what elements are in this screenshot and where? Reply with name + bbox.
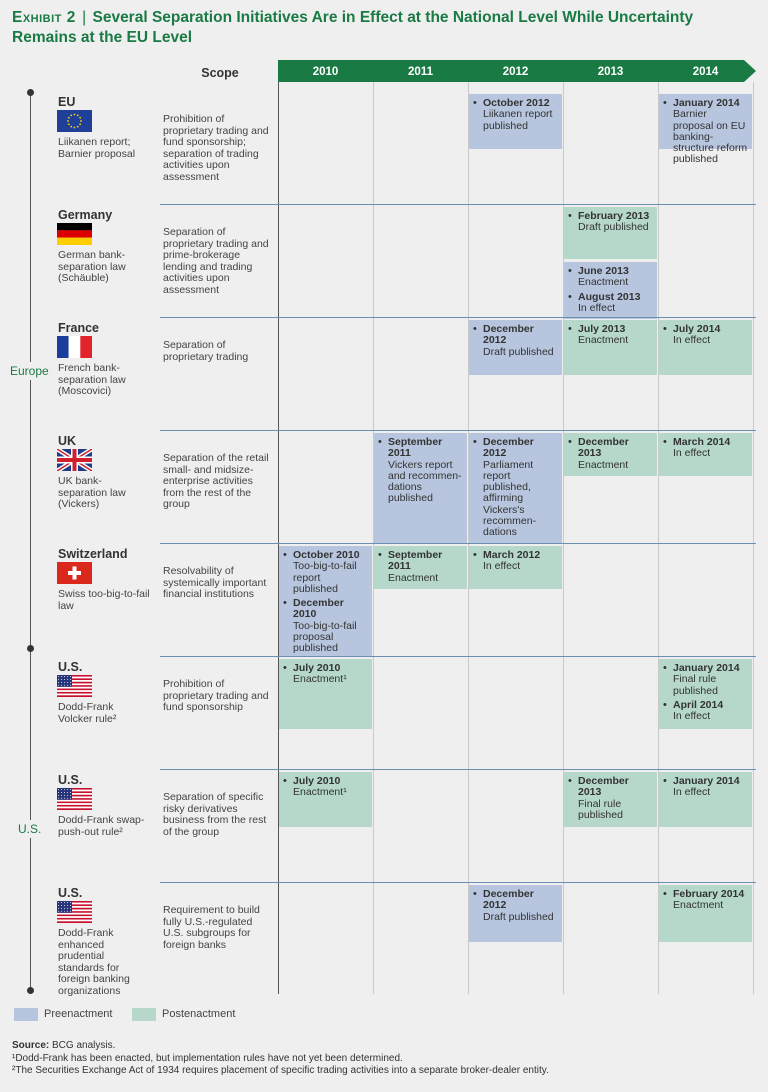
- footnote-1: ¹Dodd-Frank has been enacted, but implementation rules have not yet been determined.: [12, 1052, 403, 1064]
- timeline-event: [473, 889, 558, 923]
- region-axis-line: [30, 92, 31, 992]
- event-text: Enactment¹: [293, 786, 347, 799]
- timeline-event: [568, 437, 653, 471]
- us-flag-icon: [57, 901, 92, 923]
- event-date: • October 2010: [293, 549, 360, 561]
- postenactment-box: [659, 320, 752, 375]
- legend-pre-swatch: [14, 1008, 38, 1021]
- timeline-event: [283, 598, 368, 654]
- event-date: • July 2010: [293, 775, 341, 787]
- timeline-event: [473, 437, 558, 539]
- column-divider: [278, 82, 279, 994]
- country-name: U.S.: [58, 660, 83, 674]
- row-divider: [160, 430, 756, 431]
- source-text: BCG analysis.: [52, 1040, 116, 1051]
- region-dot-middle: [27, 645, 34, 652]
- column-divider: [658, 82, 659, 994]
- us-flag-icon: [57, 675, 92, 697]
- timeline-event: [568, 292, 653, 315]
- timeline-event: [473, 550, 558, 573]
- scope-description: Separation of proprietary trading and prime-brokerage lending and trading activities upon assessment: [163, 226, 269, 296]
- legend-post-label: Postenactment: [162, 1008, 236, 1020]
- year-label-2012: 2012: [502, 66, 529, 78]
- event-text: Parliament report published, affirming Vickers's recommen-dations: [483, 458, 537, 539]
- footnotes: [12, 1040, 760, 1078]
- event-text: In effect: [673, 786, 711, 799]
- us-flag-icon: [57, 788, 92, 810]
- event-text: Too-big-to-fail report published: [293, 560, 357, 595]
- region-label-us: U.S.: [18, 822, 42, 836]
- postenactment-box: [659, 885, 752, 942]
- event-date: • February 2014: [673, 888, 745, 900]
- event-text: In effect: [578, 301, 616, 314]
- postenactment-box: [564, 772, 657, 827]
- year-arrow-bar: [278, 60, 756, 82]
- preenactment-box: [469, 885, 562, 942]
- title-separator: |: [82, 9, 87, 26]
- law-name: French bank-separation law (Moscovici): [58, 362, 126, 397]
- switzerland-flag-icon: [57, 562, 92, 584]
- eu-flag-icon: [57, 110, 92, 132]
- country-name: U.S.: [58, 773, 83, 787]
- event-text: Enactment: [673, 899, 724, 912]
- event-date: • August 2013: [578, 290, 641, 303]
- title-text: Several Separation Initiatives Are in Effect at the National Level While Uncertainty Remains at the EU Level: [12, 9, 694, 46]
- country-name: EU: [58, 95, 76, 109]
- country-name: UK: [58, 434, 77, 448]
- uk-flag-icon: [57, 449, 92, 471]
- event-date: • December 2012: [483, 436, 534, 460]
- france-flag-icon: [57, 336, 92, 358]
- event-date: • December 2010: [293, 597, 344, 621]
- timeline-event: [568, 324, 653, 347]
- law-name: Dodd-Frank enhanced prudential standards for foreign banking organizations: [58, 927, 130, 997]
- event-date: • December 2012: [483, 323, 534, 347]
- timeline-event: [663, 700, 748, 723]
- event-text: Too-big-to-fail proposal published: [293, 619, 357, 655]
- preenactment-box: [469, 433, 562, 543]
- law-name: Swiss too-big-to-fail law: [58, 588, 150, 612]
- event-date: • January 2014: [673, 662, 740, 674]
- source-label: Source:: [12, 1040, 50, 1051]
- event-text: Draft published: [483, 345, 554, 358]
- postenactment-box: [564, 207, 657, 259]
- event-date: • December 2013: [578, 436, 629, 460]
- event-date: • March 2014: [673, 436, 731, 448]
- preenactment-box: [564, 262, 657, 319]
- timeline-event: [568, 266, 653, 289]
- source-note: [12, 1040, 760, 1053]
- country-name: Switzerland: [58, 547, 128, 561]
- country-name: Germany: [58, 208, 113, 222]
- column-divider: [753, 82, 754, 994]
- event-text: In effect: [673, 334, 711, 347]
- timeline-event: [663, 776, 748, 799]
- event-date: • January 2014: [673, 97, 740, 109]
- event-date: • September 2011: [388, 549, 443, 573]
- timeline-event: [568, 211, 653, 234]
- law-name: Dodd-Frank swap-push-out rule²: [58, 814, 145, 838]
- postenactment-box: [659, 659, 752, 729]
- region-label-europe: Europe: [10, 364, 49, 378]
- event-text: Draft published: [483, 910, 554, 923]
- event-text: In effect: [483, 560, 521, 573]
- region-dot-top: [27, 89, 34, 96]
- scope-description: Separation of proprietary trading: [163, 339, 249, 363]
- event-text: Enactment: [388, 571, 439, 584]
- event-text: Final rule published: [673, 673, 718, 697]
- scope-header: Scope: [201, 66, 239, 80]
- country-name: France: [58, 321, 99, 335]
- timeline-event: [568, 776, 653, 821]
- event-text: Liikanen report published: [483, 108, 553, 132]
- event-text: Final rule published: [578, 797, 623, 821]
- row-divider: [160, 656, 756, 657]
- row-divider: [160, 317, 756, 318]
- event-text: Draft published: [578, 221, 649, 234]
- event-date: • April 2014: [673, 698, 724, 711]
- law-name: UK bank-separation law (Vickers): [58, 475, 126, 510]
- law-name: Dodd-Frank Volcker rule²: [58, 701, 117, 725]
- timeline-event: [663, 889, 748, 912]
- row-divider: [160, 769, 756, 770]
- event-date: • July 2013: [578, 323, 626, 335]
- preenactment-box: [374, 433, 467, 543]
- preenactment-box: [279, 546, 372, 656]
- timeline-event: [283, 550, 368, 595]
- event-date: • July 2014: [673, 323, 721, 335]
- timeline-event: [473, 98, 558, 132]
- year-label-2010: 2010: [312, 66, 339, 78]
- postenactment-box: [564, 433, 657, 476]
- preenactment-box: [469, 320, 562, 375]
- timeline-event: [378, 437, 463, 505]
- preenactment-box: [469, 94, 562, 149]
- event-date: • December 2013: [578, 775, 629, 799]
- region-dot-bottom: [27, 987, 34, 994]
- event-date: • July 2010: [293, 662, 341, 674]
- postenactment-box: [659, 433, 752, 476]
- timeline-event: [663, 324, 748, 347]
- legend-post-swatch: [132, 1008, 156, 1021]
- timeline-event: [663, 98, 748, 166]
- exhibit-title: [12, 8, 760, 48]
- postenactment-box: [469, 546, 562, 589]
- event-text: In effect: [673, 710, 711, 723]
- event-date: • December 2012: [483, 888, 534, 912]
- event-date: • October 2012: [483, 97, 550, 109]
- row-divider: [160, 543, 756, 544]
- preenactment-box: [659, 94, 752, 166]
- postenactment-box: [279, 772, 372, 827]
- postenactment-box: [659, 772, 752, 827]
- scope-description: Prohibition of proprietary trading and fund sponsorship; separation of trading activities upon assessment: [163, 113, 269, 183]
- event-date: • September 2011: [388, 436, 443, 460]
- scope-description: Prohibition of proprietary trading and fund sponsorship: [163, 678, 269, 713]
- footnote-2: ²The Securities Exchange Act of 1934 requires placement of specific trading activities into a separate broker-dealer entity.: [12, 1065, 549, 1076]
- timeline-event: [663, 663, 748, 697]
- event-text: Barnier proposal on EU banking-structure reform published: [673, 108, 748, 166]
- germany-flag-icon: [57, 223, 92, 245]
- timeline-event: [663, 437, 748, 460]
- event-text: In effect: [673, 447, 711, 460]
- year-label-2013: 2013: [597, 66, 624, 78]
- exhibit-label: Exhibit 2: [12, 9, 76, 26]
- year-label-2011: 2011: [408, 66, 433, 78]
- event-text: Enactment: [578, 276, 629, 289]
- event-date: • February 2013: [578, 210, 650, 222]
- scope-description: Requirement to build fully U.S.-regulated U.S. subgroups for foreign banks: [163, 904, 260, 951]
- country-name: U.S.: [58, 886, 83, 900]
- timeline-event: [283, 776, 368, 799]
- event-text: Enactment: [578, 458, 629, 471]
- event-date: • January 2014: [673, 775, 740, 787]
- timeline-event: [473, 324, 558, 358]
- scope-description: Separation of specific risky derivatives business from the rest of the group: [163, 791, 267, 838]
- postenactment-box: [374, 546, 467, 589]
- event-text: Vickers report and recommen-dations published: [388, 458, 462, 505]
- row-divider: [160, 204, 756, 205]
- timeline-event: [378, 550, 463, 584]
- event-text: Enactment¹: [293, 673, 347, 686]
- postenactment-box: [564, 320, 657, 375]
- scope-description: Separation of the retail small- and midsize-enterprise activities from the rest of the group: [163, 452, 269, 510]
- law-name: German bank-separation law (Schäuble): [58, 249, 126, 284]
- legend-pre-label: Preenactment: [44, 1008, 113, 1020]
- event-text: Enactment: [578, 334, 629, 347]
- event-date: • March 2012: [483, 549, 541, 561]
- event-date: • June 2013: [578, 265, 629, 277]
- law-name: Liikanen report; Barnier proposal: [58, 136, 136, 160]
- postenactment-box: [279, 659, 372, 729]
- row-divider: [160, 882, 756, 883]
- timeline-event: [283, 663, 368, 686]
- scope-description: Resolvability of systemically important financial institutions: [163, 565, 267, 600]
- year-label-2014: 2014: [692, 66, 719, 78]
